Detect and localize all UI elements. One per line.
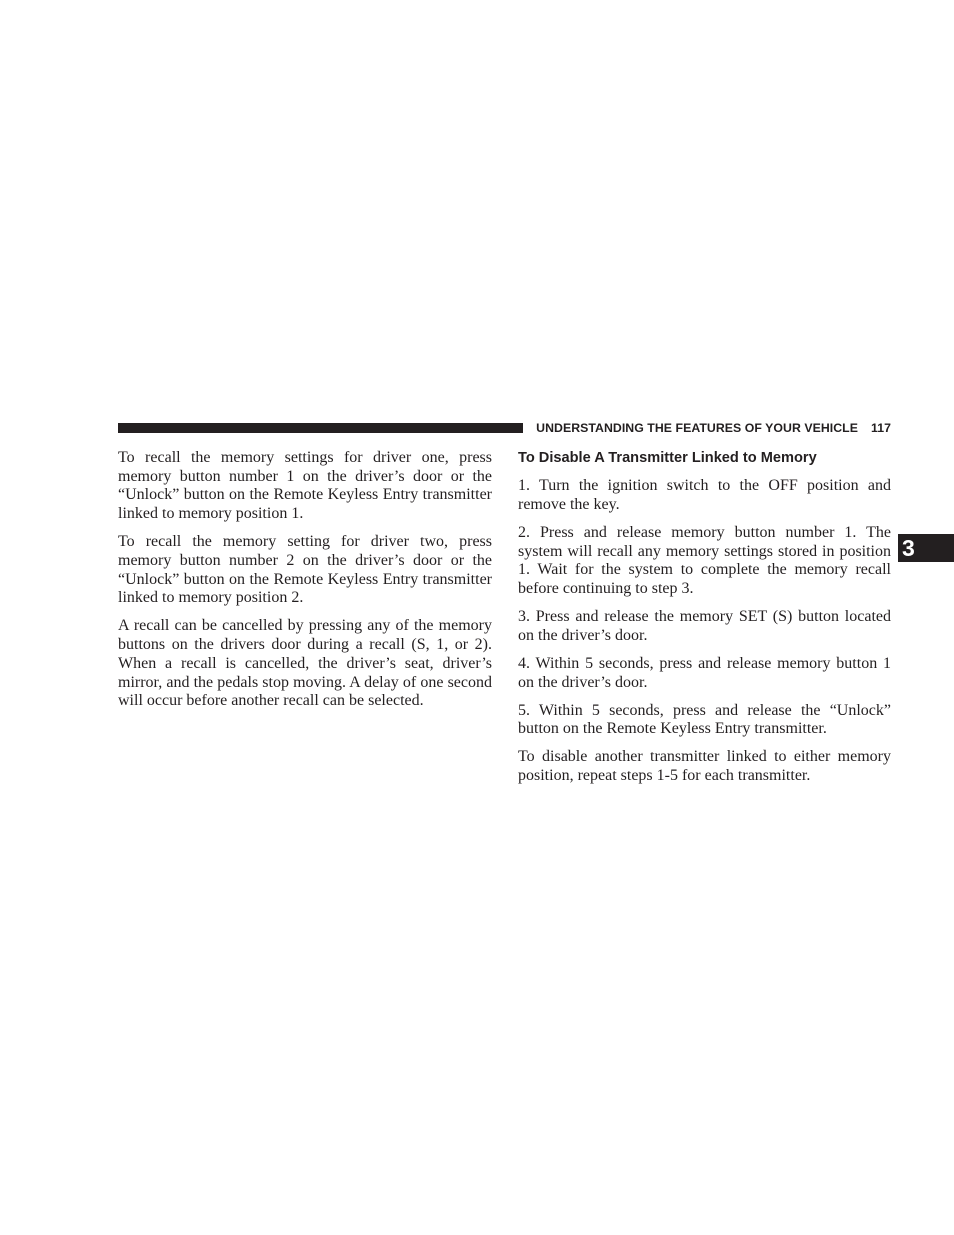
section-heading: To Disable A Transmitter Linked to Memory xyxy=(518,450,817,466)
paragraph-recall-driver-one: To recall the memory settings for driver one, press memory button number 1 on the driver’s door or the “Unlock” button on the Remote Keyless Entry transmitter linked to memory position 1. xyxy=(118,449,492,523)
chapter-tab: 3 xyxy=(898,534,954,562)
running-header xyxy=(531,419,891,437)
step-3: 3. Press and release the memory SET (S) button located on the driver’s door. xyxy=(518,608,891,644)
right-column xyxy=(518,449,891,795)
paragraph-recall-cancel: A recall can be cancelled by pressing any of the memory buttons on the drivers door during a recall (S, 1, or 2). When a recall is cancelled, the driver’s seat, driver’s mirror, and the pedals stop moving. A delay of one second will occur before another recall can be selected. xyxy=(118,617,492,710)
closing-paragraph: To disable another transmitter linked to either memory position, repeat steps 1-5 for each transmitter. xyxy=(518,748,891,785)
step-2: 2. Press and release memory button number 1. The system will recall any memory settings stored in position 1. Wait for the system to complete the memory recall before continuing to step 3. xyxy=(518,523,891,597)
step-4: 4. Within 5 seconds, press and release memory button 1 on the driver’s door. xyxy=(518,654,891,691)
paragraph-recall-driver-two: To recall the memory setting for driver two, press memory button number 2 on the driver’s door or the “Unlock” button on the Remote Keyless Entry transmitter linked to memory position 2. xyxy=(118,533,492,607)
header-rule xyxy=(118,423,523,433)
left-column xyxy=(118,449,492,720)
step-1: 1. Turn the ignition switch to the OFF position and remove the key. xyxy=(518,477,891,513)
section-title: UNDERSTANDING THE FEATURES OF YOUR VEHICLE xyxy=(536,421,858,435)
step-5: 5. Within 5 seconds, press and release the “Unlock” button on the Remote Keyless Entry transmitter. xyxy=(518,701,891,738)
page-number: 117 xyxy=(871,421,891,435)
